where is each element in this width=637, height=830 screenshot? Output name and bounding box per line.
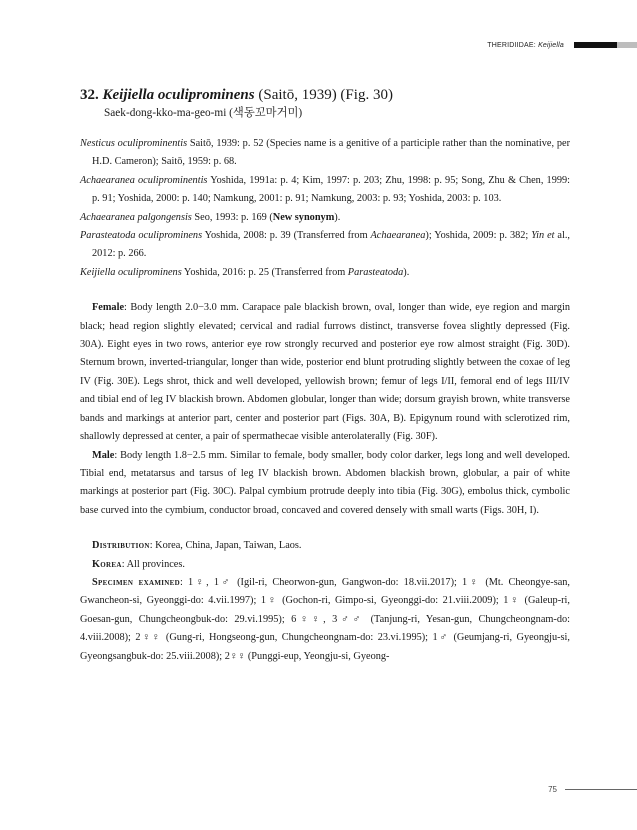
synonym-entry: Achaearanea oculiprominentis Yoshida, 1991a: p. 4; Kim, 1997: p. 203; Zhu, 1998: p. 95; Song, Zhu & Chen, 1999: p. 91; Yoshida, 2000: p. 140; Namkung, 2001: p. 91; Namkung, 2003: p. 93; Yoshida, 2003: p. 103. xyxy=(80,174,570,205)
header-black-bar xyxy=(574,42,617,48)
synonym-entry: Parasteatoda oculiprominens Yoshida, 2008: p. 39 (Transferred from Achaearanea); Yoshida, 2009: p. 382; Yin et al., 2012: p. 266. xyxy=(80,230,571,260)
page-number: 75 xyxy=(548,785,557,794)
distribution-paragraph: Distribution: Korea, China, Japan, Taiwan, Laos. xyxy=(92,540,302,552)
specimens-paragraph: Specimen examined: 1♀, 1♂ (Igil-ri, Cheorwon-gun, Gangwon-do: 18.vii.2017); 1♀ (Mt. Cheongye-san, Gwancheon-si, Gyeonggi-do: 4.vii.1997); 1♀ (Gochon-ri, Gimpo-si, Gyeonggi-do: 21.viii.2009); 1♀ (Galeup-ri, Goesan-gun, Chungcheongbuk-do: 29.vi.1995); 6♀♀, 3♂♂ (Tanjung-ri, Yesan-gun, Chungcheongnam-do: 4.viii.2008); 2♀♀ (Gung-ri, Hongseong-gun, Chungcheongnam-do: 23.vi.1995); 1♂ (Geumjang-ri, Gyeongju-si, Gyeongsangbuk-do: 25.viii.2008); 2♀♀ (Punggi-eup, Yeongju-si, Gyeong- xyxy=(80,576,570,662)
species-number: 32. xyxy=(80,87,99,103)
korea-paragraph: Korea: All provinces. xyxy=(92,558,185,570)
header-gray-bar xyxy=(617,42,637,48)
female-description: Female: Body length 2.0−3.0 mm. Carapace pale blackish brown, oval, longer than wide, eye region and margin black; head region slightly elevated; cervical and radial furrows distinct, transverse fovea slightly depressed (Fig. 30A). Eight eyes in two rows, anterior eye row strongly recurved and posterior eye row almost straight (Fig. 30D). Sternum brown, inverted-triangular, longer than wide, posterior end blunt protruding slightly between the coxae of leg IV (Fig. 30E). Legs shrot, thick and well developed, yellowish brown; femur of legs I/II, femoral end of legs III/IV and tibial end of leg IV blackish brown. Abdomen globular, longer than wide; dorsum grayish brown, white transverse bands and markings at anterior part, center and posterior part (Figs. 30A, B). Epigynum round with sclerotized rim, shallowly depressed at center, a pair of spermathecae visible anterolaterally (Fig. 30F). xyxy=(80,302,570,443)
description xyxy=(80,299,570,520)
species-name: Keijiella oculiprominens xyxy=(102,87,255,103)
running-header xyxy=(487,39,637,51)
species-author: (Saitō, 1939) (Fig. 30) xyxy=(258,87,393,103)
running-header-label: THERIDIIDAE: Keijiella xyxy=(487,41,564,49)
synonym-entry: Nesticus oculiprominentis Saitō, 1939: p. 52 (Species name is a genitive of a participle rather than the nominative, per H.D. Cameron); Saitō, 1959: p. 68. xyxy=(80,138,570,168)
page-footer xyxy=(548,785,637,794)
synonymy-list xyxy=(80,135,570,282)
page-content xyxy=(80,86,570,666)
synonym-entry: Achaearanea palgongensis Seo, 1993: p. 169 (New synonym). xyxy=(80,211,341,223)
distribution-section xyxy=(80,537,570,666)
footer-rule xyxy=(565,789,637,790)
species-title xyxy=(80,86,570,104)
synonym-entry: Keijiella oculiprominens Yoshida, 2016: p. 25 (Transferred from Parasteatoda). xyxy=(80,266,410,278)
korean-name: Saek-dong-kko-ma-geo-mi (색동꼬마거미) xyxy=(104,107,303,119)
male-description: Male: Body length 1.8−2.5 mm. Similar to female, body smaller, body color darker, legs long and well developed. Tibial end, metatarsus and tarsus of leg IV blackish brown. Abdomen blackish brown, globular, a pair of white markings at posterior part (Fig. 30C). Palpal cymbium protrude deeply into tibia (Fig. 30G), embolus thick, cymbolic base curved into the cymbium, conductor broad, concaved and covered densely with small warts (Figs. 30H, I). xyxy=(80,449,570,516)
